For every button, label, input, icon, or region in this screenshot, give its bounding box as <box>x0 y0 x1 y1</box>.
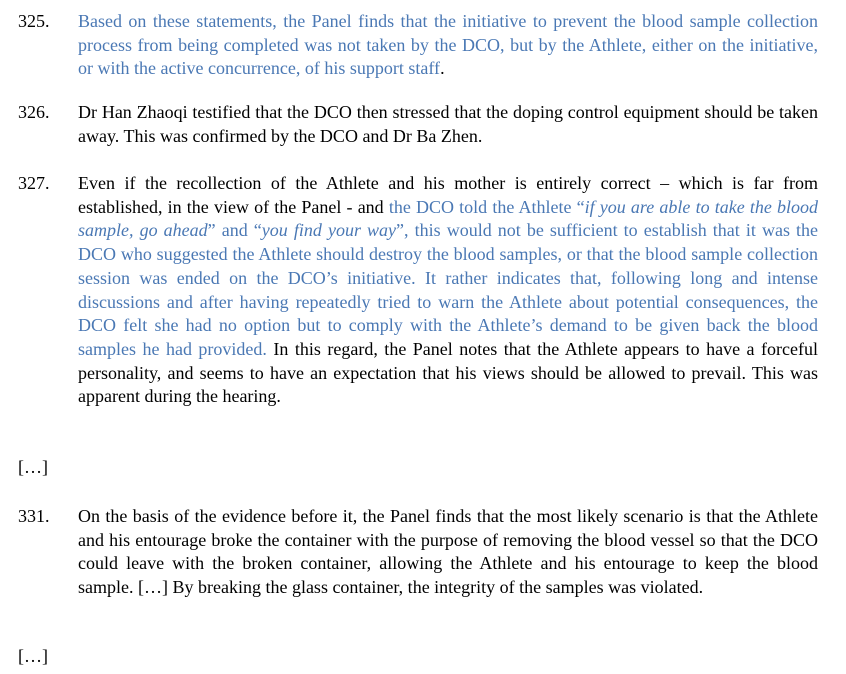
omission-marker: […] <box>18 646 48 666</box>
text-segment: In this regard, the Panel notes that the Athlete appears to have a forceful personality, and seems to have an expectation that his views should be allowed to prevail. This was apparent during the hearing. <box>78 338 818 407</box>
paragraph-text <box>78 10 818 81</box>
highlighted-text: ”, this would not be sufficient to establish that it was the DCO who suggested the Athlete should destroy the blood samples, or that the blood sample collection session was ended on the DCO’s initiative. It rather indicates that, following long and intense discussions and after having repeatedly tried to warn the Athlete about potential consequences, the DCO felt she had no option but to comply with the Athlete’s demand to be given back the blood samples he had provided. <box>78 220 819 359</box>
paragraph-number: 331. <box>18 506 50 526</box>
paragraph-326 <box>18 101 818 148</box>
text-segment: Even if the recollection of the Athlete and his mother is entirely correct – which is far from established, in the view of the Panel - and <box>78 173 818 217</box>
omission-marker: […] <box>18 457 48 477</box>
period: . <box>440 58 445 79</box>
highlighted-quote: if you are able to take the blood sample, go ahead <box>78 196 819 241</box>
paragraph-number: 326. <box>18 102 50 122</box>
highlighted-quote: you find your way <box>261 220 397 241</box>
paragraph-text <box>78 172 818 409</box>
highlighted-text: Based on these statements, the Panel finds that the initiative to prevent the blood sample collection process from being completed was not taken by the DCO, but by the Athlete, either on the initiative, or with the active concurrence, of his support staff <box>78 11 818 79</box>
paragraph-number: 325. <box>18 11 50 31</box>
highlighted-text: ” and “ <box>207 220 262 241</box>
paragraph-327 <box>18 172 818 409</box>
paragraph-text: On the basis of the evidence before it, the Panel finds that the most likely scenario is that the Athlete and his entourage broke the container with the purpose of removing the blood vessel so that the DCO could leave with the broken container, allowing the Athlete and his entourage to keep the blood sample. […] By breaking the glass container, the integrity of the samples was violated. <box>78 506 818 598</box>
highlighted-text: the DCO told the Athlete “ <box>388 196 585 217</box>
paragraph-331 <box>18 505 818 600</box>
paragraph-325 <box>18 10 818 81</box>
paragraph-text: Dr Han Zhaoqi testified that the DCO then stressed that the doping control equipment should be taken away. This was confirmed by the DCO and Dr Ba Zhen. <box>78 102 818 146</box>
paragraph-number: 327. <box>18 173 50 193</box>
